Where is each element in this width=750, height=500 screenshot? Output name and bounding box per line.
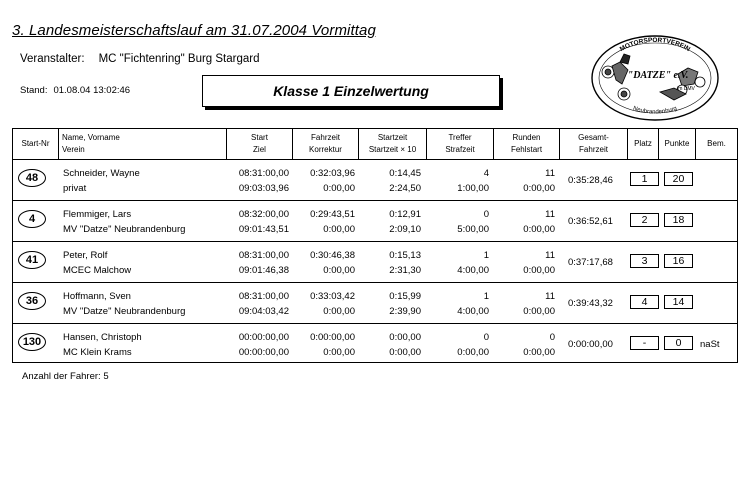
correction: 0:00,00: [323, 183, 355, 194]
stand-value: 01.08.04 13:02:46: [53, 85, 131, 96]
start-time-x10: 2:31,30: [389, 265, 421, 276]
points-box: 0: [664, 336, 693, 350]
col-gesamt: Gesamt- Fahrzeit: [560, 129, 628, 159]
place-box: -: [630, 336, 659, 350]
false-start: 0:00,00: [523, 224, 555, 235]
driver-count: Anzahl der Fahrer: 5: [22, 371, 109, 382]
finish-time: 09:01:43,51: [238, 224, 289, 235]
penalty-time: 1:00,00: [457, 183, 489, 194]
start-time: 08:32:00,00: [238, 209, 289, 220]
logo-bottom-text: Neubrandenburg: [632, 105, 678, 116]
club: privat: [63, 183, 87, 194]
points-box: 16: [664, 254, 693, 268]
finish-time: 00:00:00,00: [238, 347, 289, 358]
total-time: 0:37:17,68: [568, 257, 613, 268]
hits: 1: [483, 250, 489, 261]
start-time-value: 0:00,00: [389, 332, 421, 343]
table-row: [13, 201, 737, 241]
ride-time: 0:30:46,38: [310, 250, 355, 261]
organizer-value: MC "Fichtenring" Burg Stargard: [98, 53, 260, 65]
laps: 0: [549, 332, 555, 343]
correction: 0:00,00: [323, 306, 355, 317]
stand-label: Stand:: [20, 85, 48, 96]
driver-name: Flemmiger, Lars: [63, 209, 132, 220]
start-time-x10: 2:09,10: [389, 224, 421, 235]
penalty-time: 4:00,00: [457, 265, 489, 276]
laps: 11: [545, 291, 555, 302]
club: MCEC Malchow: [63, 265, 132, 276]
ride-time: 0:29:43,51: [310, 209, 355, 220]
col-treffer: Treffer Strafzeit: [427, 129, 494, 159]
start-time-value: 0:14,45: [389, 168, 421, 179]
penalty-time: 4:00,00: [457, 306, 489, 317]
remark: naSt: [700, 339, 720, 350]
start-time-x10: 2:39,90: [389, 306, 421, 317]
start-time: 08:31:00,00: [238, 291, 289, 302]
laps: 11: [545, 168, 555, 179]
col-platz: Platz: [628, 129, 659, 159]
place-box: 4: [630, 295, 659, 309]
penalty-time: 5:00,00: [457, 224, 489, 235]
laps: 11: [545, 209, 555, 220]
col-bem: Bem.: [707, 139, 726, 148]
start-time: 08:31:00,00: [238, 250, 289, 261]
col-startzeit: Startzeit Startzeit × 10: [359, 129, 427, 159]
table-row: [13, 324, 737, 364]
points-box: 20: [664, 172, 693, 186]
table-row: [13, 242, 737, 282]
correction: 0:00,00: [323, 224, 355, 235]
start-time-x10: 0:00,00: [389, 347, 421, 358]
points-box: 18: [664, 213, 693, 227]
organizer: [20, 53, 260, 65]
logo-brand: "DATZE" e.V.: [627, 70, 689, 81]
ride-time: 0:32:03,96: [310, 168, 355, 179]
hits: 0: [483, 332, 489, 343]
start-time: 00:00:00,00: [238, 332, 289, 343]
start-time-value: 0:15,99: [389, 291, 421, 302]
false-start: 0:00,00: [523, 183, 555, 194]
total-time: 0:39:43,32: [568, 298, 613, 309]
club: MV "Datze" Neubrandenburg: [63, 306, 186, 317]
class-title: Klasse 1 Einzelwertung: [273, 83, 429, 99]
place-box: 3: [630, 254, 659, 268]
total-time: 0:35:28,46: [568, 175, 613, 186]
start-number-badge: 41: [18, 251, 46, 269]
start-time-value: 0:12,91: [389, 209, 421, 220]
hits: 1: [483, 291, 489, 302]
start-time: 08:31:00,00: [238, 168, 289, 179]
col-punkte: Punkte: [659, 129, 696, 159]
driver-name: Peter, Rolf: [63, 250, 108, 261]
hits: 0: [483, 209, 489, 220]
start-time-x10: 2:24,50: [389, 183, 421, 194]
start-number-badge: 130: [18, 333, 46, 351]
place-box: 1: [630, 172, 659, 186]
driver-name: Hoffmann, Sven: [63, 291, 131, 302]
driver-name: Hansen, Christoph: [63, 332, 142, 343]
total-time: 0:36:52,61: [568, 216, 613, 227]
correction: 0:00,00: [323, 347, 355, 358]
page-title: 3. Landesmeisterschaftslauf am 31.07.2004 Vormittag: [12, 22, 376, 39]
col-runden: Runden Fehlstart: [494, 129, 560, 159]
ride-time: 0:33:03,42: [310, 291, 355, 302]
organizer-label: Veranstalter:: [20, 53, 85, 65]
start-time-value: 0:15,13: [389, 250, 421, 261]
false-start: 0:00,00: [523, 347, 555, 358]
finish-time: 09:04:03,42: [238, 306, 289, 317]
col-fahrzeit: Fahrzeit Korrektur: [293, 129, 359, 159]
false-start: 0:00,00: [523, 306, 555, 317]
club: MV "Datze" Neubrandenburg: [63, 224, 186, 235]
ride-time: 0:00:00,00: [310, 332, 355, 343]
penalty-time: 0:00,00: [457, 347, 489, 358]
logo-top-text: MOTORSPORTVEREIN: [618, 36, 692, 54]
points-box: 14: [664, 295, 693, 309]
driver-name: Schneider, Wayne: [63, 168, 140, 179]
logo-sub: im DMV: [677, 86, 695, 92]
place-box: 2: [630, 213, 659, 227]
col-start: Start Ziel: [227, 129, 293, 159]
col-start-nr: Start-Nr: [13, 129, 59, 159]
start-number-badge: 36: [18, 292, 46, 310]
results-table: [12, 128, 738, 363]
total-time: 0:00:00,00: [568, 339, 613, 350]
table-row: [13, 283, 737, 323]
club: MC Klein Krams: [63, 347, 132, 358]
hits: 4: [483, 168, 489, 179]
finish-time: 09:03:03,96: [238, 183, 289, 194]
start-number-badge: 48: [18, 169, 46, 187]
class-title-box: [202, 75, 500, 107]
start-number-badge: 4: [18, 210, 46, 228]
correction: 0:00,00: [323, 265, 355, 276]
laps: 11: [545, 250, 555, 261]
club-logo: [590, 34, 720, 122]
false-start: 0:00,00: [523, 265, 555, 276]
finish-time: 09:01:46,38: [238, 265, 289, 276]
table-row: [13, 160, 737, 200]
stand: [20, 85, 130, 96]
col-name: Name, Vorname Verein: [59, 129, 227, 159]
